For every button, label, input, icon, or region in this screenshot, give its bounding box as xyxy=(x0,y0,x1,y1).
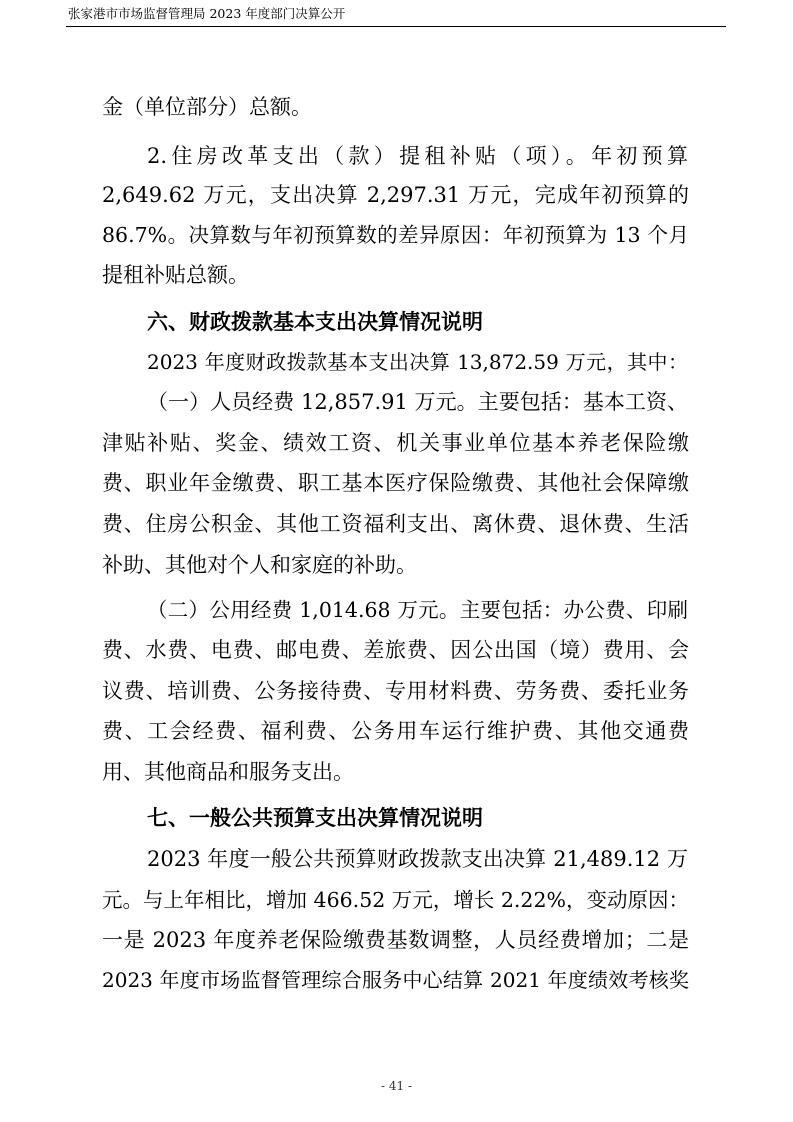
document-header: 张家港市市场监督管理局 2023 年度部门决算公开 xyxy=(68,6,346,21)
header-divider xyxy=(66,26,726,27)
page-number: - 41 - xyxy=(380,1079,412,1093)
